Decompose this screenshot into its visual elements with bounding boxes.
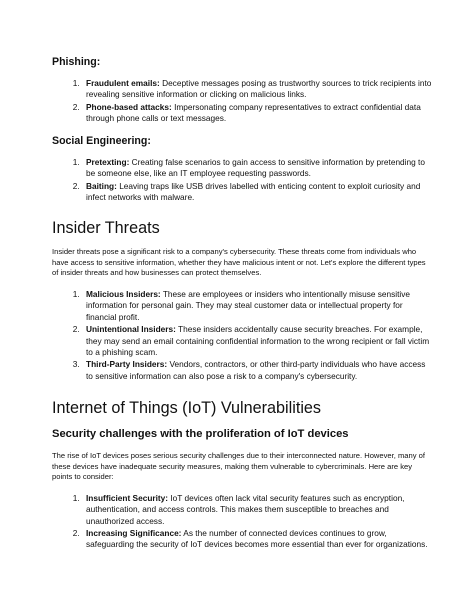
list-item-term: Unintentional Insiders: <box>86 324 176 335</box>
list-item-term: Fraudulent emails: <box>86 77 160 88</box>
list-item-text: Impersonating company representatives to extract confidential data through phone calls or text messages. <box>86 101 421 123</box>
social-engineering-list <box>52 157 434 204</box>
phishing-heading: Phishing: <box>52 56 101 68</box>
list-item <box>82 528 434 551</box>
list-item-term: Pretexting: <box>86 157 130 168</box>
list-item-text: IoT devices often lack vital security features such as encryption, authentication, and access controls. This makes them susceptible to breaches and unauthorized access. <box>86 492 405 526</box>
list-item-text: These insiders accidentally cause security breaches. For example, they may send an email containing confidential information to the wrong recipient or fall victim to a phishing scam. <box>86 324 430 357</box>
list-item-term: Insufficient Security: <box>86 492 169 503</box>
list-item-text: Vendors, contractors, or other third-party individuals who have access to sensitive information can also pose a risk to a company's cybersecurity. <box>86 359 426 381</box>
iot-heading: Internet of Things (IoT) Vulnerabilities <box>52 399 322 418</box>
list-item <box>82 289 434 323</box>
list-item <box>82 78 434 101</box>
list-item-term: Malicious Insiders: <box>86 288 161 299</box>
iot-subheading: Security challenges with the proliferation of IoT devices <box>52 427 349 440</box>
iot-list <box>52 493 434 551</box>
list-item-text: Leaving traps like USB drives labelled with enticing content to exploit curiosity and infect networks with malware. <box>86 180 421 203</box>
insider-threats-intro: Insider threats pose a significant risk to a company's cybersecurity. These threats come from individuals who have access to sensitive information, whether they have malicious intent or not. Let's explore the different types of insider threats and how businesses can protect themselves. <box>52 247 426 278</box>
list-item-term: Baiting: <box>86 180 117 191</box>
list-item-text: As the number of connected devices continues to grow, safeguarding the security of IoT devices becomes more essential than ever for organizations. <box>86 528 428 550</box>
list-item <box>82 181 434 204</box>
list-item-term: Phone-based attacks: <box>86 101 172 112</box>
list-item-term: Increasing Significance: <box>86 528 182 538</box>
list-item-term: Third-Party Insiders: <box>86 359 168 370</box>
social-engineering-heading: Social Engineering: <box>52 135 151 148</box>
list-item <box>82 102 434 125</box>
list-item <box>82 359 434 382</box>
phishing-list <box>52 78 434 125</box>
list-item <box>82 324 434 358</box>
list-item <box>82 157 434 180</box>
insider-threats-list <box>52 289 434 382</box>
insider-threats-heading: Insider Threats <box>52 218 160 237</box>
list-item-text: Deceptive messages posing as trustworthy sources to trick recipients into revealing sensitive information or clicking on malicious links. <box>86 77 432 100</box>
iot-intro: The rise of IoT devices poses serious security challenges due to their interconnected nature. However, many of these devices have inadequate security measures, making them vulnerable to cybercriminals. Here are key points to consider: <box>52 451 425 482</box>
list-item-text: Creating false scenarios to gain access to sensitive information by pretending to be someone else, like an IT employee requesting passwords. <box>86 157 425 179</box>
list-item <box>82 493 434 527</box>
list-item-text: These are employees or insiders who intentionally misuse sensitive information for personal gain. They may steal customer data or intellectual property for financial profit. <box>86 288 411 322</box>
